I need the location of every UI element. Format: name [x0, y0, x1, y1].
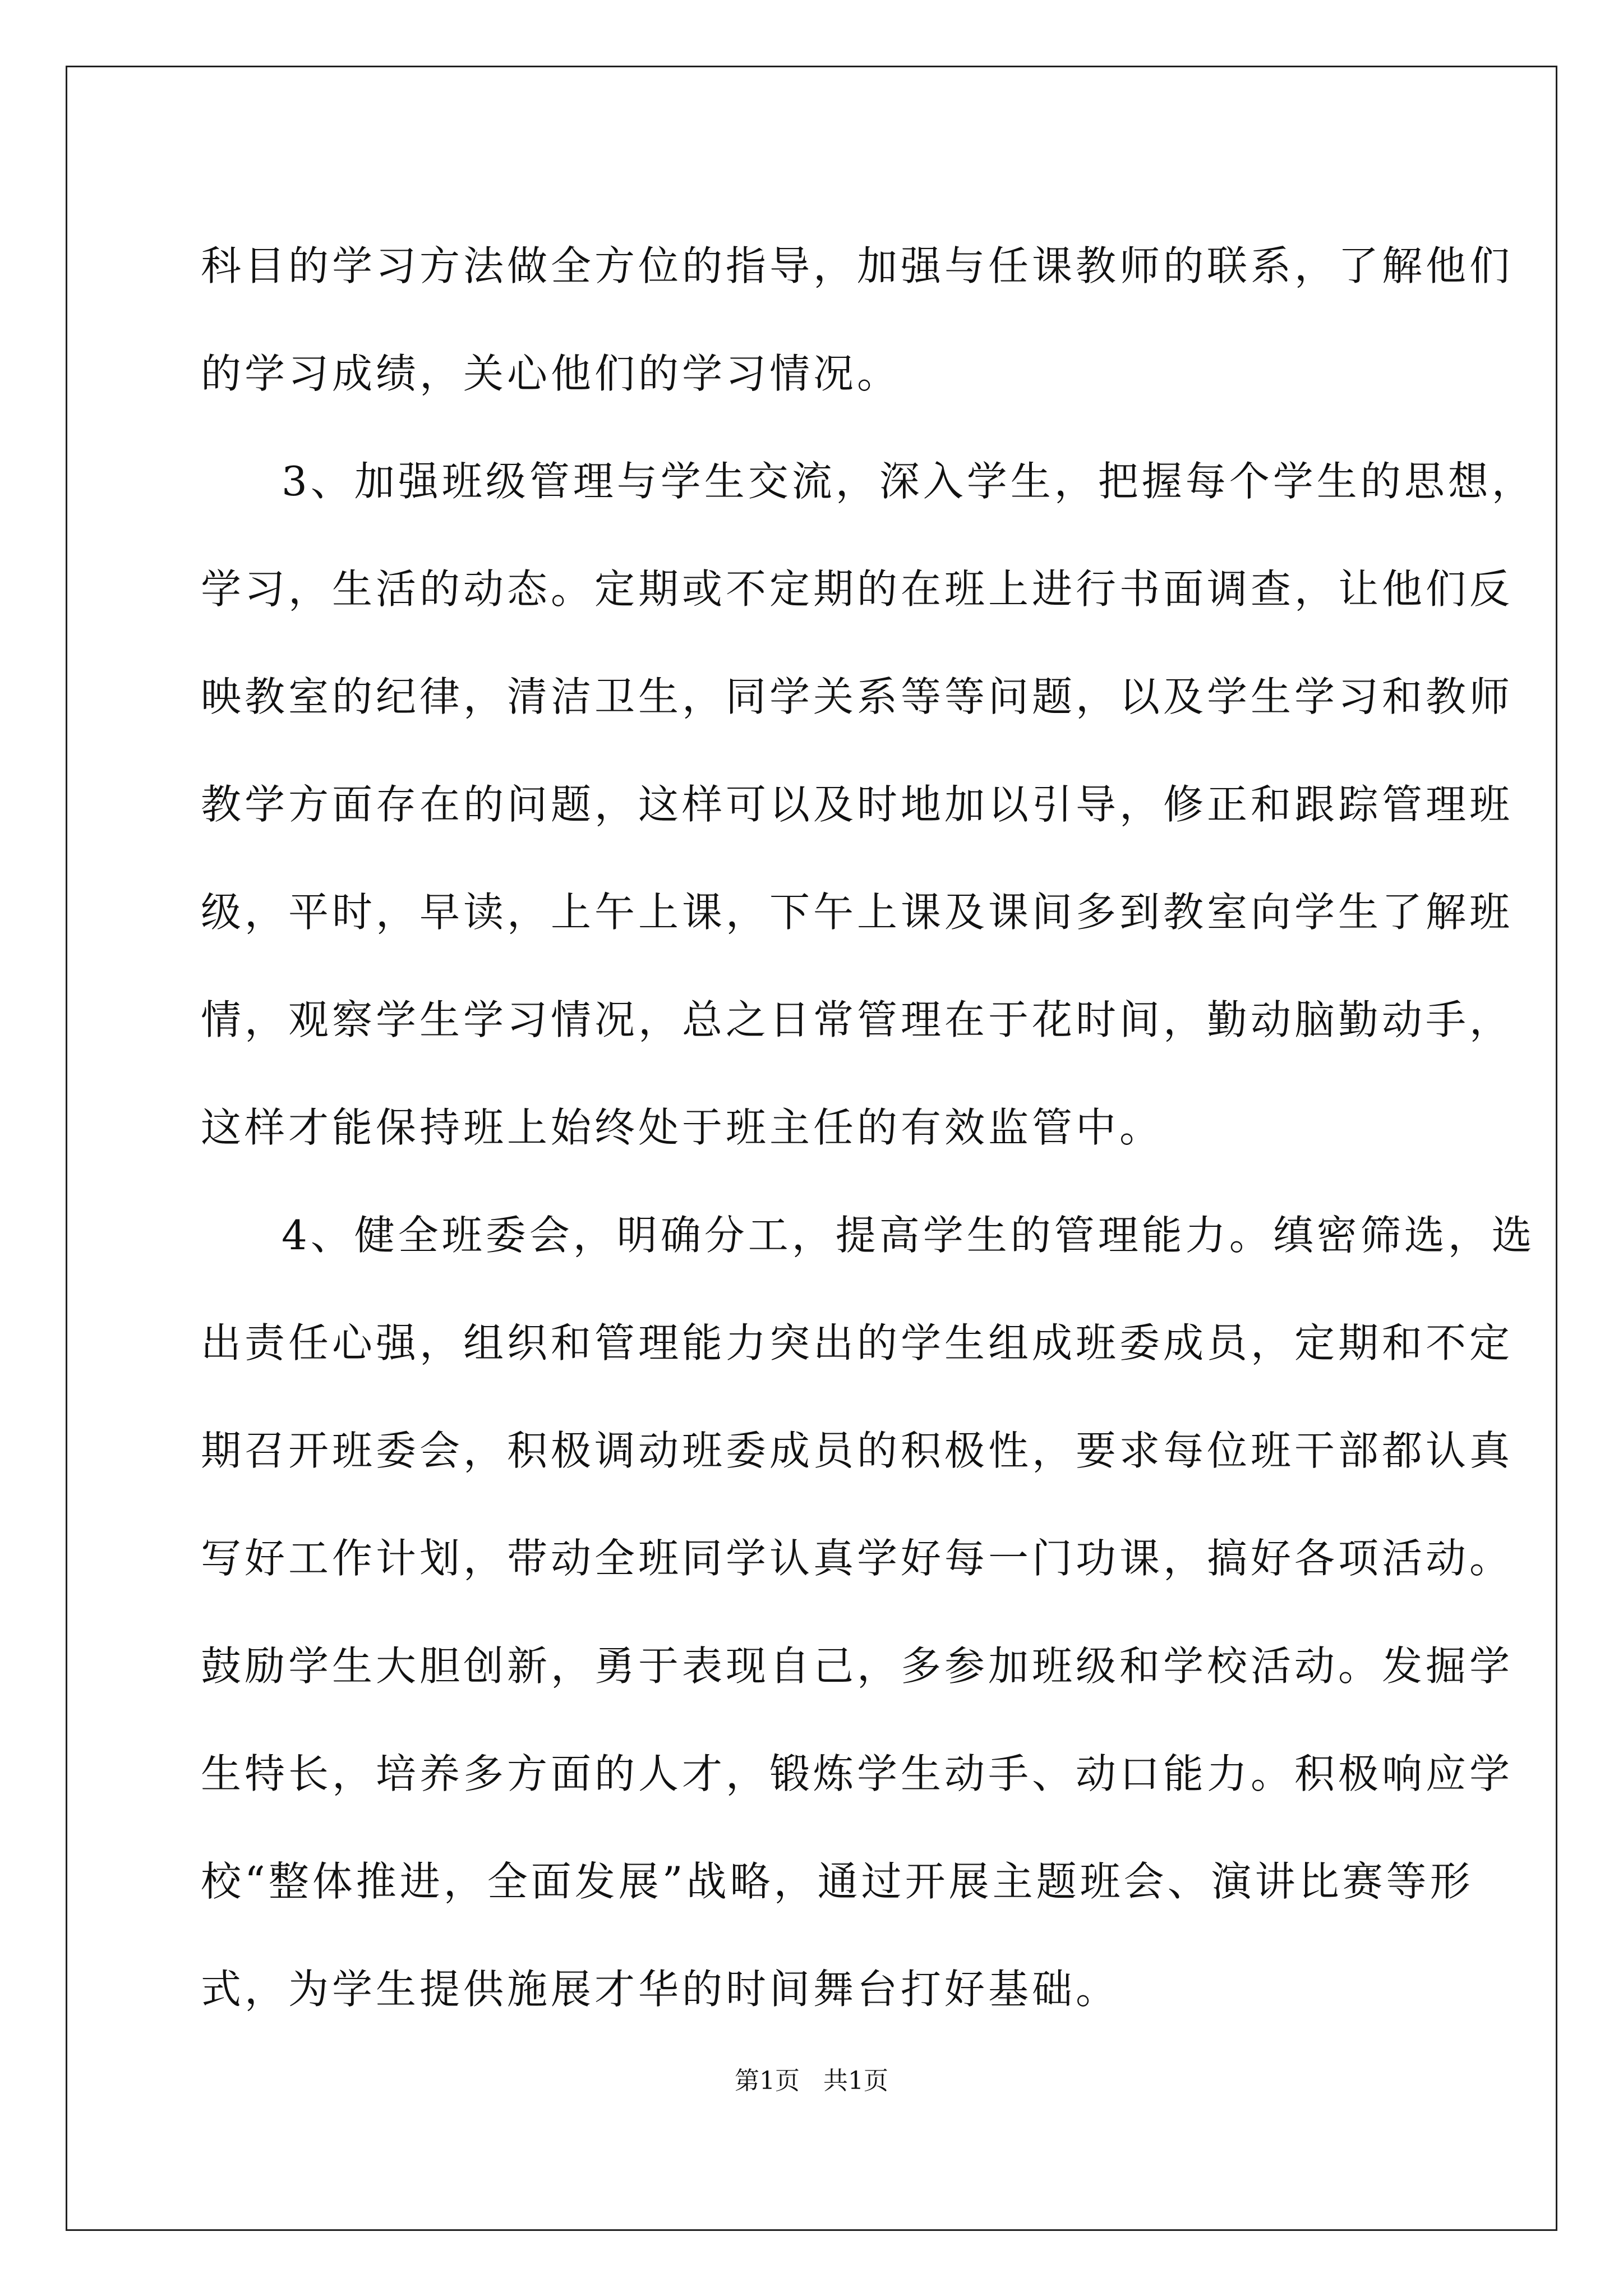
text-line: 4、健全班委会，明确分工，提高学生的管理能力。缜密筛选，选: [282, 1212, 1536, 1259]
text-line: 校“整体推进，全面发展”战略，通过开展主题班会、演讲比赛等形: [201, 1858, 1474, 1905]
text-line: 式，为学生提供施展才华的时间舞台打好基础。: [201, 1966, 1120, 2013]
text-line: 教学方面存在的问题，这样可以及时地加以引导，修正和跟踪管理班: [201, 781, 1514, 828]
text-line: 科目的学习方法做全方位的指导，加强与任课教师的联系，了解他们: [201, 242, 1514, 289]
text-line: 期召开班委会，积极调动班委成员的积极性，要求每位班干部都认真: [201, 1427, 1514, 1474]
text-line: 级，平时，早读，上午上课，下午上课及课间多到教室向学生了解班: [201, 889, 1514, 936]
text-line: 写好工作计划，带动全班同学认真学好每一门功课，搞好各项活动。: [201, 1535, 1514, 1582]
page-number-footer: 第1页 共1页: [735, 2067, 888, 2095]
text-line: 的学习成绩，关心他们的学习情况。: [201, 350, 901, 397]
text-line: 鼓励学生大胆创新，勇于表现自己，多参加班级和学校活动。发掘学: [201, 1642, 1514, 1690]
text-line: 3、加强班级管理与学生交流，深入学生，把握每个学生的思想，: [282, 458, 1536, 505]
text-line: 情，观察学生学习情况，总之日常管理在于花时间，勤动脑勤动手，: [201, 996, 1514, 1043]
document-body: [201, 212, 1536, 2043]
text-line: 这样才能保持班上始终处于班主任的有效监管中。: [201, 1104, 1164, 1151]
text-line: 生特长，培养多方面的人才，锻炼学生动手、动口能力。积极响应学: [201, 1750, 1514, 1797]
text-line: 映教室的纪律，清洁卫生，同学关系等等问题，以及学生学习和教师: [201, 673, 1514, 720]
text-line: 学习，生活的动态。定期或不定期的在班上进行书面调查，让他们反: [201, 565, 1514, 613]
text-line: 出责任心强，组织和管理能力突出的学生组成班委成员，定期和不定: [201, 1319, 1514, 1366]
